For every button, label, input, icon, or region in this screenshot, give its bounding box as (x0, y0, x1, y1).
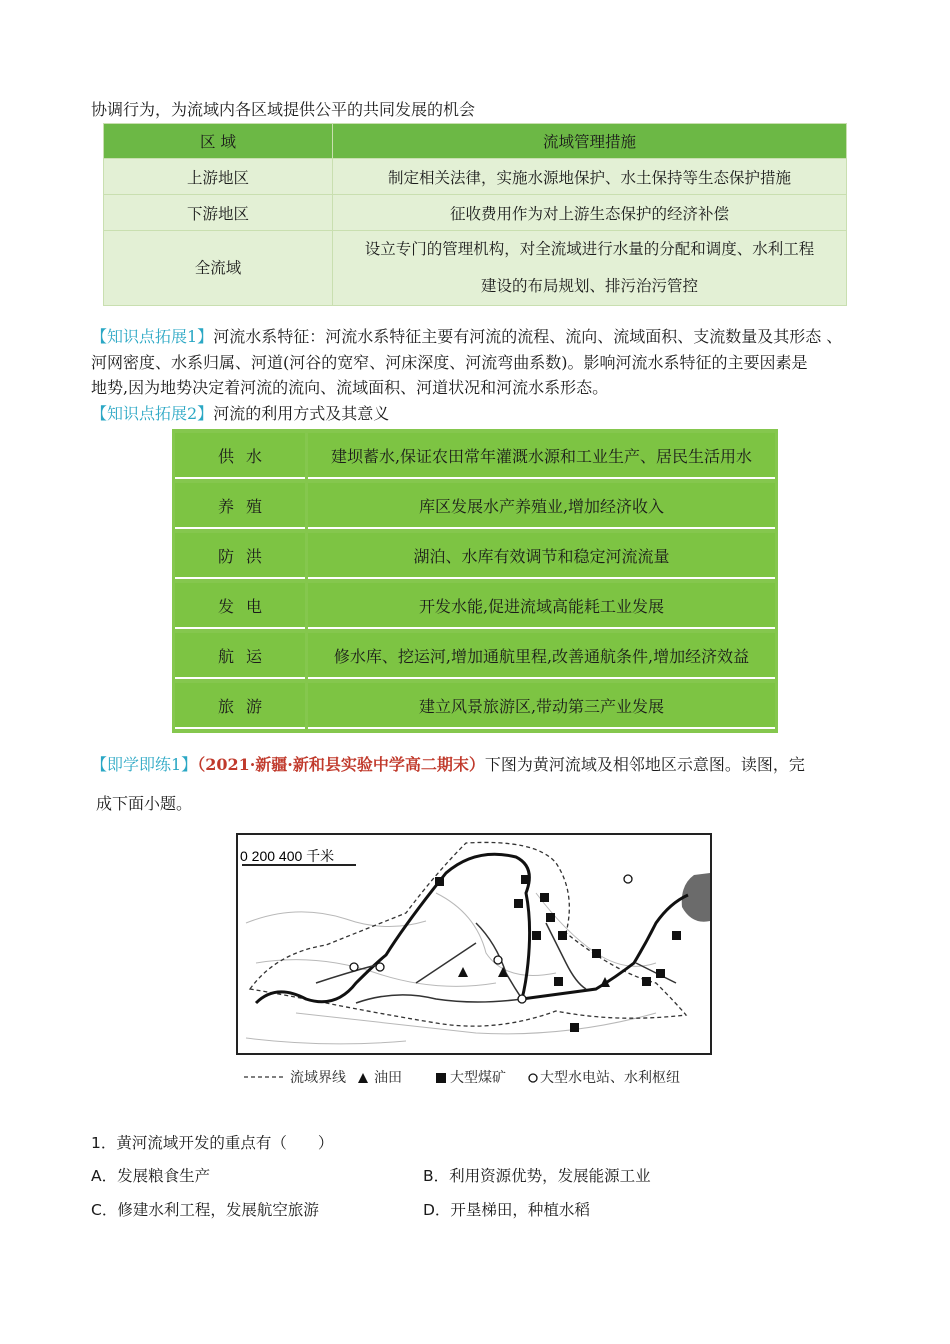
question-stem: 1．黄河流域开发的重点有（ ） (91, 1134, 334, 1152)
yellow-river-map (236, 833, 712, 1092)
map-scale: 0 200 400 千米 (240, 848, 335, 864)
legend-hydro: 大型水电站、水利枢纽 (540, 1069, 680, 1085)
hydro-station-icon (624, 875, 632, 883)
coal-mine-icon (558, 931, 567, 940)
practice-line1 (91, 752, 805, 778)
ext1-line3: 地势,因为地势决定着河流的流向、流域面积、河道状况和河流水系形态。 (91, 378, 609, 397)
table-cell (333, 231, 847, 306)
table-cell: 制定相关法律，实施水源地保护、水土保持等生态保护措施 (333, 159, 847, 195)
legend-boundary: 流域界线 (290, 1069, 346, 1085)
hydro-station-icon (494, 956, 502, 964)
use-key: 航运 (175, 633, 305, 679)
hydro-station-icon (350, 963, 358, 971)
use-key: 发电 (175, 583, 305, 629)
table-cell: 征收费用作为对上游生态保护的经济补偿 (333, 195, 847, 231)
management-table (103, 123, 847, 306)
hydro-station-icon (518, 995, 526, 1003)
coal-mine-icon (546, 913, 555, 922)
use-key: 养殖 (175, 483, 305, 529)
coal-mine-icon (656, 969, 665, 978)
practice-source: （2021·新疆·新和县实验中学高二期末） (197, 755, 485, 774)
option-b[interactable]: B．利用资源优势，发展能源工业 (423, 1167, 651, 1185)
coal-mine-icon (540, 893, 549, 902)
ext2-text: 河流的利用方式及其意义 (213, 404, 390, 423)
intro-line: 协调行为，为流域内各区域提供公平的共同发展的机会 (91, 100, 476, 119)
practice-tag: 【即学即练1】 (91, 755, 198, 774)
coal-mine-icon (532, 931, 541, 940)
coal-mine-icon (672, 931, 681, 940)
use-value: 湖泊、水库有效调节和稳定河流流量 (308, 533, 775, 579)
practice-text: 下图为黄河流域及相邻地区示意图。读图，完 (484, 755, 805, 774)
use-value: 建立风景旅游区,带动第三产业发展 (308, 683, 775, 729)
ext2-tag: 【知识点拓展2】 (91, 404, 214, 423)
table-cell: 全流域 (104, 231, 333, 306)
ext1-line1 (91, 324, 842, 350)
coal-mine-icon (642, 977, 651, 986)
hydro-station-icon (376, 963, 384, 971)
ext1-tag: 【知识点拓展1】 (91, 327, 214, 346)
use-key: 旅游 (175, 683, 305, 729)
table-cell: 下游地区 (104, 195, 333, 231)
use-key: 供水 (175, 433, 305, 479)
use-value: 库区发展水产养殖业,增加经济收入 (308, 483, 775, 529)
table-header: 流域管理措施 (333, 124, 847, 159)
coal-mine-icon (435, 877, 444, 886)
coal-mine-icon (554, 977, 563, 986)
cell-line: 建设的布局规划、排污治污管控 (480, 277, 698, 295)
table-cell: 上游地区 (104, 159, 333, 195)
coal-mine-icon (514, 899, 523, 908)
coal-mine-icon (592, 949, 601, 958)
use-value: 建坝蓄水,保证农田常年灌溉水源和工业生产、居民生活用水 (308, 433, 775, 479)
use-key: 防洪 (175, 533, 305, 579)
option-d[interactable]: D．开垦梯田，种植水稻 (423, 1201, 590, 1219)
ext1-text: 河流水系特征：河流水系特征主要有河流的流程、流向、流域面积、支流数量及其形态 、 (213, 327, 843, 346)
river-use-table (172, 429, 778, 733)
legend-oil: 油田 (374, 1069, 402, 1085)
cell-line: 设立专门的管理机构，对全流域进行水量的分配和调度、水利工程 (364, 240, 815, 258)
coal-mine-icon (521, 875, 530, 884)
coal-mine-icon (570, 1023, 579, 1032)
legend-coal: 大型煤矿 (450, 1069, 506, 1085)
practice-line2: 成下面小题。 (96, 794, 193, 813)
use-value: 修水库、挖运河,增加通航里程,改善通航条件,增加经济效益 (308, 633, 775, 679)
option-c[interactable]: C．修建水利工程，发展航空旅游 (91, 1201, 319, 1219)
use-value: 开发水能,促进流域高能耗工业发展 (308, 583, 775, 629)
option-a[interactable]: A．发展粮食生产 (91, 1167, 211, 1185)
ext2-line (91, 401, 389, 427)
ext1-line2: 河网密度、水系归属、河道(河谷的宽窄、河床深度、河流弯曲系数)。影响河流水系特征的主要因素是 (91, 353, 808, 372)
table-header: 区 域 (104, 124, 333, 159)
